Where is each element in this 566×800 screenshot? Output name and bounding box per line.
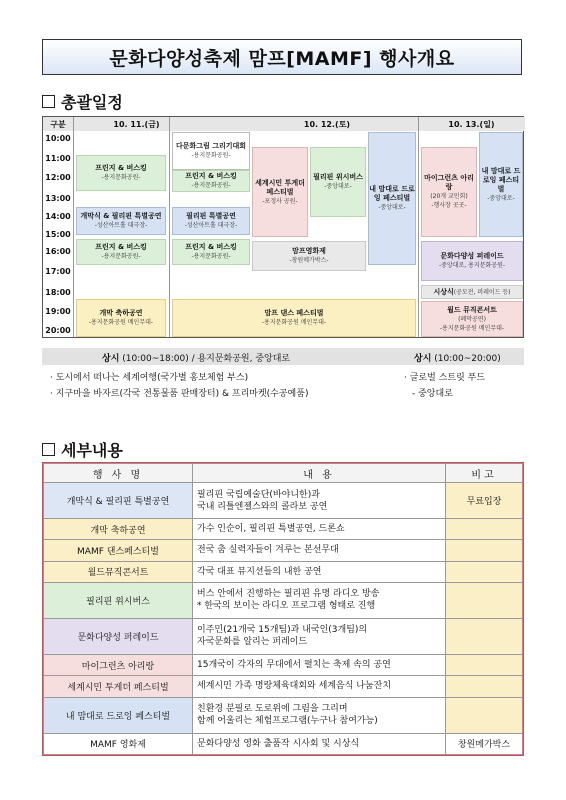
event-d3-award: 시상식 (공모전, 퍼레이드 등)	[421, 285, 523, 299]
table-row: 내 맘대로 드로잉 페스티벌 친환경 분필로 도로위에 그림을 그리며 함께 어울리는 체험프로그램(누구나 참여가능)	[44, 697, 523, 733]
details-header-name: 행 사 명	[44, 464, 193, 483]
event-d2-fringe1: 프린지 & 버스킹 -용지문화공원-	[172, 170, 250, 192]
section-heading-details	[42, 438, 123, 461]
table-row: 개막 축하공연 가수 인순이, 필리핀 특별공연, 드론쇼	[44, 519, 523, 540]
section-heading-overview	[42, 90, 123, 113]
table-row: MAMF 영화제 문화다양성 영화 출품작 시사회 및 시상식 창원메가박스	[44, 733, 523, 754]
time-label: 18:00	[45, 288, 71, 297]
event-d3-mymap: 내 맘대로 드로잉 페스티벌 -중앙대로-	[479, 132, 523, 237]
table-row: 세계시민 투게더 페스티벌 세계시민 가족 명랑체육대회와 세계음식 나눔잔치	[44, 676, 523, 697]
always-on-details	[42, 367, 524, 407]
event-d2-fringe2: 프린지 & 버스킹 -용지문화공원-	[172, 239, 250, 265]
header-day3: 10. 13.(일)	[418, 117, 525, 131]
table-row: 마이그런츠 아리랑 15개국이 각자의 무대에서 펼치는 축제 속의 공연	[44, 654, 523, 675]
time-label: 15:00	[45, 230, 71, 239]
checkbox-icon	[42, 443, 55, 456]
time-label: 13:00	[45, 194, 71, 203]
time-label: 12:00	[45, 173, 71, 182]
event-d3-concert: 월드 뮤직콘서트 (폐막공연) -용지문화공원 메인무대-	[421, 301, 523, 337]
always-right-header: 상시 (10:00~20:00)	[414, 354, 501, 364]
always-left-item: · 지구마을 바자르(각국 전통물품 판매장터) & 프리마켓(수공예품)	[50, 389, 309, 399]
event-d1-fringe1: 프린지 & 버스킹 -용지문화공원-	[76, 155, 166, 191]
event-d2-mymap: 내 맘대로 드로잉 페스티벌 -중앙대로-	[368, 132, 416, 265]
event-d3-parade: 문화다양성 퍼레이드 -중앙대로, 용지문화공원-	[421, 241, 523, 281]
event-d2-world: 세계시민 투게더 페스티벌 -포정사 공원-	[252, 147, 308, 237]
page-title: 문화다양성축제 맘프[MAMF] 행사개요	[42, 39, 522, 75]
event-d2-film: 맘프영화제 -창원메가박스-	[252, 241, 366, 271]
header-gubun: 구분	[43, 117, 73, 131]
table-row: MAMF 댄스페스티벌 전국 춤 실력자들이 겨루는 본선무대	[44, 540, 523, 561]
table-row: 문화다양성 퍼레이드 이주민(21개국 15개팀)과 내국인(3개팀)의 자국문화를 알리는 퍼레이드	[44, 618, 523, 654]
details-header-note: 비고	[446, 464, 523, 483]
section-label: 총괄일정	[61, 93, 123, 112]
event-d1-celebration: 개막 축하공연 -용지문화공원 메인무대-	[76, 299, 166, 337]
table-row: 월드뮤직콘서트 각국 대표 뮤지션들의 내한 공연	[44, 561, 523, 582]
details-header-content: 내 용	[193, 464, 446, 483]
event-d1-opening: 개막식 & 필리핀 특별공연 -성산아트홀 대극장-	[76, 207, 166, 235]
time-label: 10:00	[45, 134, 71, 143]
event-d2-dance: 맘프 댄스 페스티벌 -용지문화공원 메인무대-	[172, 299, 416, 337]
always-right-item: - 중앙대로	[412, 389, 453, 399]
table-row: 개막식 & 필리핀 특별공연 필리핀 국립예술단(바야니한)과 국내 리틀엔젤스와의 콜라보 공연 무료입장	[44, 483, 523, 519]
schedule-table	[42, 116, 524, 338]
always-left-item: · 도시에서 떠나는 세계여행(국가별 홍보체험 부스)	[50, 373, 249, 383]
always-on-bar	[42, 348, 524, 365]
event-d2-philspecial: 필리핀 특별공연 -성산아트홀 대극장-	[172, 207, 250, 235]
event-d1-fringe2: 프린지 & 버스킹 -용지문화공원-	[76, 239, 166, 265]
section-label: 세부내용	[61, 441, 123, 460]
header-day2: 10. 12.(토)	[200, 117, 454, 131]
checkbox-icon	[42, 95, 55, 108]
header-day1: 10. 11.(금)	[73, 117, 200, 131]
time-label: 20:00	[45, 326, 71, 335]
time-label: 14:00	[45, 212, 71, 221]
always-right-item: · 글로벌 스트릿 푸드	[404, 373, 486, 383]
event-d2-drawing: 다문화그림 그리기대회 -용지문화공원-	[172, 132, 250, 170]
always-left-header: 상시 (10:00~18:00) / 용지문화공원, 중앙대로	[102, 354, 291, 364]
time-label: 19:00	[45, 307, 71, 316]
time-label: 11:00	[45, 154, 71, 163]
time-label: 16:00	[45, 247, 71, 256]
event-d3-migrants: 마이그런츠 아리랑 (20개 교민회) -행사장 곳곳-	[421, 147, 477, 237]
time-label: 17:00	[45, 267, 71, 276]
event-d2-wishbus: 필리핀 위시버스 -중앙대로-	[310, 147, 366, 217]
table-row: 필리핀 위시버스 버스 안에서 진행하는 필리핀 유명 라디오 방송 * 한국의 보이는 라디오 프로그램 형태로 진행	[44, 582, 523, 618]
details-table	[42, 462, 524, 756]
